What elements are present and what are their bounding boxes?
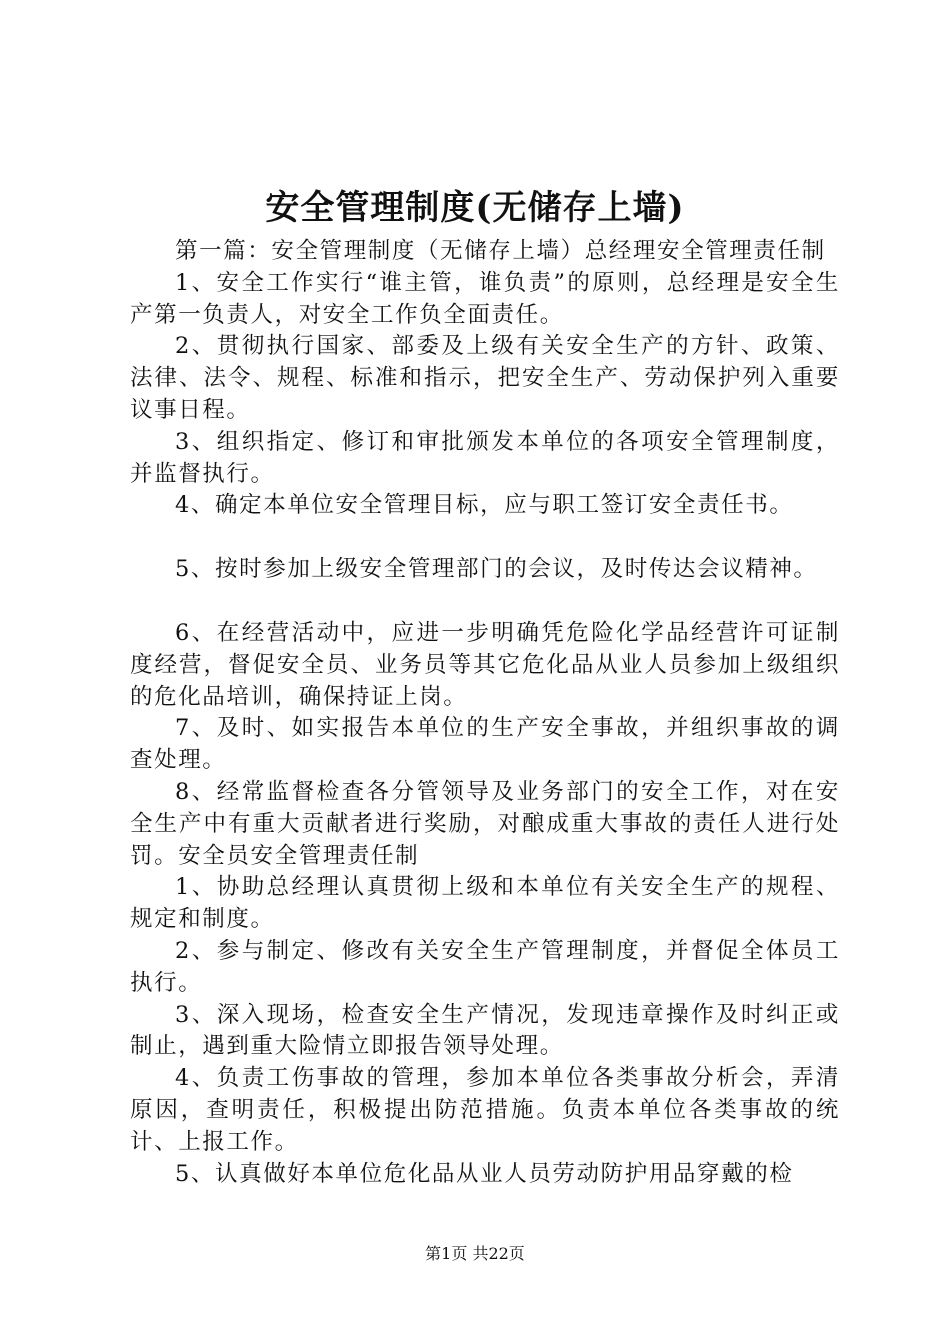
paragraph-item: 2、贯彻执行国家、部委及上级有关安全生产的方针、政策、法律、法令、规程、标准和指示，把安全生产、劳动保护列入重要议事日程。 <box>130 333 840 423</box>
page-indicator: 第1页 共22页 <box>425 1244 525 1263</box>
document-body <box>130 236 840 1190</box>
paragraph-intro: 第一篇：安全管理制度（无储存上墙）总经理安全管理责任制 <box>175 238 826 264</box>
paragraph-item: 5、认真做好本单位危化品从业人员劳动防护用品穿戴的检 <box>175 1160 794 1187</box>
paragraph-item: 6、在经营活动中，应进一步明确凭危险化学品经营许可证制度经营，督促安全员、业务员等其它危化品从业人员参加上级组织的危化品培训，确保持证上岗。 <box>130 619 840 710</box>
paragraph-item: 4、确定本单位安全管理目标，应与职工签订安全责任书。 <box>175 492 794 519</box>
paragraph-item: 7、及时、如实报告本单位的生产安全事故，并组织事故的调查处理。 <box>130 715 840 774</box>
paragraph-item: 5、按时参加上级安全管理部门的会议，及时传达会议精神。 <box>175 556 818 583</box>
paragraph-item: 8、经常监督检查各分管领导及业务部门的安全工作，对在安全生产中有重大贡献者进行奖励，对酿成重大事故的责任人进行处罚。安全员安全管理责任制 <box>130 778 840 869</box>
paragraph-item: 4、负责工伤事故的管理，参加本单位各类事故分析会，弄清原因，查明责任，积极提出防范措施。负责本单位各类事故的统计、上报工作。 <box>130 1065 840 1155</box>
paragraph-item: 1、协助总经理认真贯彻上级和本单位有关安全生产的规程、规定和制度。 <box>130 874 840 933</box>
paragraph-item: 1、安全工作实行“谁主管，谁负责”的原则，总经理是安全生产第一负责人，对安全工作负全面责任。 <box>130 269 840 328</box>
paragraph-item: 2、参与制定、修改有关安全生产管理制度，并督促全体员工执行。 <box>130 937 840 996</box>
paragraph-item: 3、深入现场，检查安全生产情况，发现违章操作及时纠正或制止，遇到重大险情立即报告领导处理。 <box>130 1001 840 1060</box>
paragraph-item: 3、组织指定、修订和审批颁发本单位的各项安全管理制度，并监督执行。 <box>130 428 840 487</box>
document-title: 安全管理制度(无储存上墙) <box>265 188 685 228</box>
